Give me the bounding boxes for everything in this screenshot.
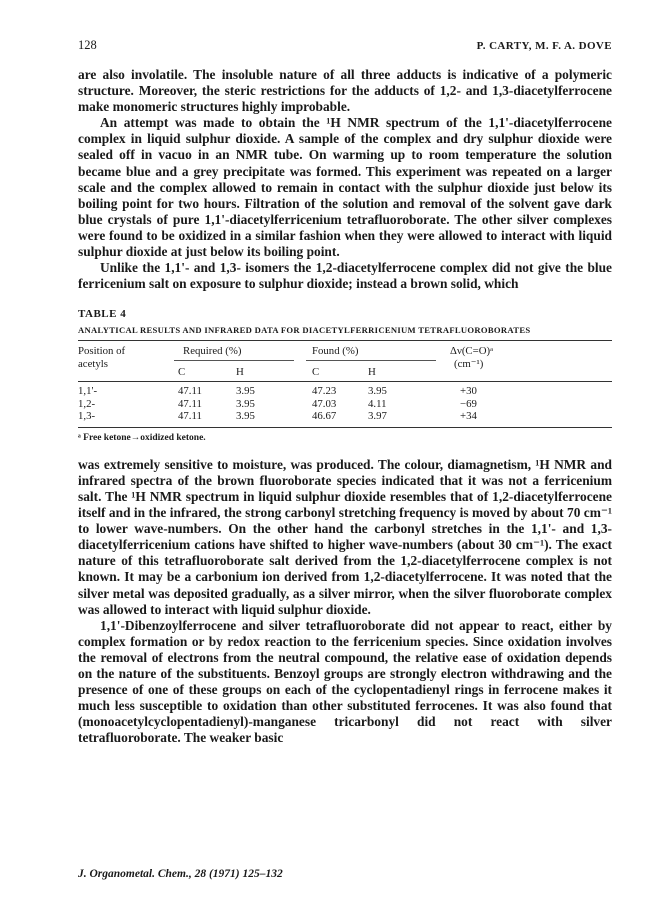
table-header: [78, 341, 612, 381]
running-head: [78, 38, 612, 53]
table-row: [78, 398, 612, 411]
table-cell-found-h: 4.11: [368, 397, 387, 410]
header-delta: Δν(C=O)ᵃ: [450, 345, 494, 358]
header-found-h: H: [368, 366, 376, 379]
table-cell-found-c: 47.23: [312, 385, 337, 398]
header-found-c: C: [312, 366, 320, 379]
table-cell-req-c: 47.11: [178, 410, 202, 423]
table-label: TABLE 4: [78, 308, 127, 321]
found-subrule: [306, 360, 436, 361]
table-4: [78, 308, 612, 443]
table-caption: ANALYTICAL RESULTS AND INFRARED DATA FOR DIACETYLFERRICENIUM TETRAFLUOROBORATES: [78, 325, 531, 336]
page: [78, 38, 612, 747]
header-position: Position of: [78, 345, 126, 358]
table-cell-delta: +30: [460, 385, 477, 398]
header-req-h: H: [236, 366, 244, 379]
table-body: [78, 382, 612, 427]
table-cell-position: 1,3-: [78, 410, 96, 423]
paragraph: Unlike the 1,1'- and 1,3- isomers the 1,2-diacetylferrocene complex did not give the blue ferricenium salt on exposure to sulphur dioxide; instead a brown solid, which: [78, 260, 612, 292]
table-cell-found-h: 3.97: [368, 410, 387, 423]
journal-footer: J. Organometal. Chem., 28 (1971) 125–132: [78, 868, 283, 880]
table-cell-delta: −69: [460, 397, 477, 410]
paragraph: An attempt was made to obtain the ¹H NMR spectrum of the 1,1'-diacetylferrocene complex in liquid sulphur dioxide. A sample of the complex and dry sulphur dioxide were sealed off in vacuo in an NMR tube. On warming up to room temperature the solution became blue and a grey precipitate was formed. This experiment was repeated on a larger scale and the complex allowed to remain in contact with the sulphur dioxide just below its boiling point for two hours. Filtration of the solution and removal of the solvent gave dark blue crystals of pure 1,1'-diacetylferricenium tetrafluoroborate. The other silver complexes were found to be oxidized in a similar fashion when they were allowed to interact with liquid sulphur dioxide at just below its boiling point.: [78, 115, 612, 260]
header-req-c: C: [178, 366, 186, 379]
table-cell-delta: +34: [460, 410, 477, 423]
table: [78, 341, 612, 428]
table-cell-position: 1,1'-: [78, 385, 98, 398]
running-head-authors: P. CARTY, M. F. A. DOVE: [476, 40, 612, 52]
required-subrule: [174, 360, 294, 361]
header-required: Required (%): [183, 345, 242, 358]
table-cell-req-h: 3.95: [236, 397, 255, 410]
page-number: 128: [78, 38, 97, 52]
table-cell-req-h: 3.95: [236, 385, 255, 398]
table-cell-req-h: 3.95: [236, 410, 255, 423]
paragraph: 1,1'-Dibenzoylferrocene and silver tetrafluoroborate did not appear to react, either by complex formation or by redox reaction to the ferricenium species. Since oxidation involves the removal of electrons from the neutral compound, the relative ease of oxidation depends on the nature of the substituents. Benzoyl groups are strongly electron withdrawing and the presence of one of these groups on each of the cyclopentadienyl rings in ferrocene makes it much less susceptible to oxidation than other substituted ferrocenes. It was also found that (monoacetylcyclopentadienyl)-manganese tricarbonyl did not react with silver tetrafluoroborate. The weaker basic: [78, 617, 612, 746]
table-bottom-rule: [78, 427, 612, 428]
table-cell-found-c: 46.67: [312, 410, 337, 423]
table-cell-found-c: 47.03: [312, 397, 337, 410]
table-cell-req-c: 47.11: [178, 385, 202, 398]
table-cell-position: 1,2-: [78, 397, 96, 410]
header-position-2: acetyls: [78, 358, 108, 371]
table-cell-req-c: 47.11: [178, 397, 202, 410]
paragraph: was extremely sensitive to moisture, was produced. The colour, diamagnetism, ¹H NMR and infrared spectra of the brown fluoroborate species indicated that it was not a ferricenium salt. The ¹H NMR spectrum in liquid sulphur dioxide resembles that of 1,2-diacetylferrocene itself and in the infrared, the strong carbonyl stretching frequency is moved by about 70 cm⁻¹ to lower wave-numbers. On the other hand the carbonyl stretches in the 1,1'- and 1,3-diacetylferricenium cations have shifted to higher wave-numbers (about 30 cm⁻¹). The exact nature of this tetrafluoroborate salt derived from the 1,2-diacetylferrocene complex is not known. It may be a carbonium ion derived from 1,2-diacetylferrocene. It was noted that the silver metal was deposited gradually, as a silver mirror, when the silver fluoroborate complex was allowed to interact with liquid sulphur dioxide.: [78, 456, 612, 617]
table-row: [78, 410, 612, 423]
header-delta-unit: (cm⁻¹): [454, 358, 484, 371]
header-found: Found (%): [312, 345, 359, 358]
table-row: [78, 385, 612, 398]
paragraph: are also involatile. The insoluble nature of all three adducts is indicative of a polymeric structure. Moreover, the steric restrictions for the adducts of 1,2- and 1,3-diacetylferrocene make monomeric structures highly improbable.: [78, 67, 612, 115]
table-footnote: ᵃ Free ketone→oxidized ketone.: [78, 432, 206, 443]
table-cell-found-h: 3.95: [368, 385, 387, 398]
